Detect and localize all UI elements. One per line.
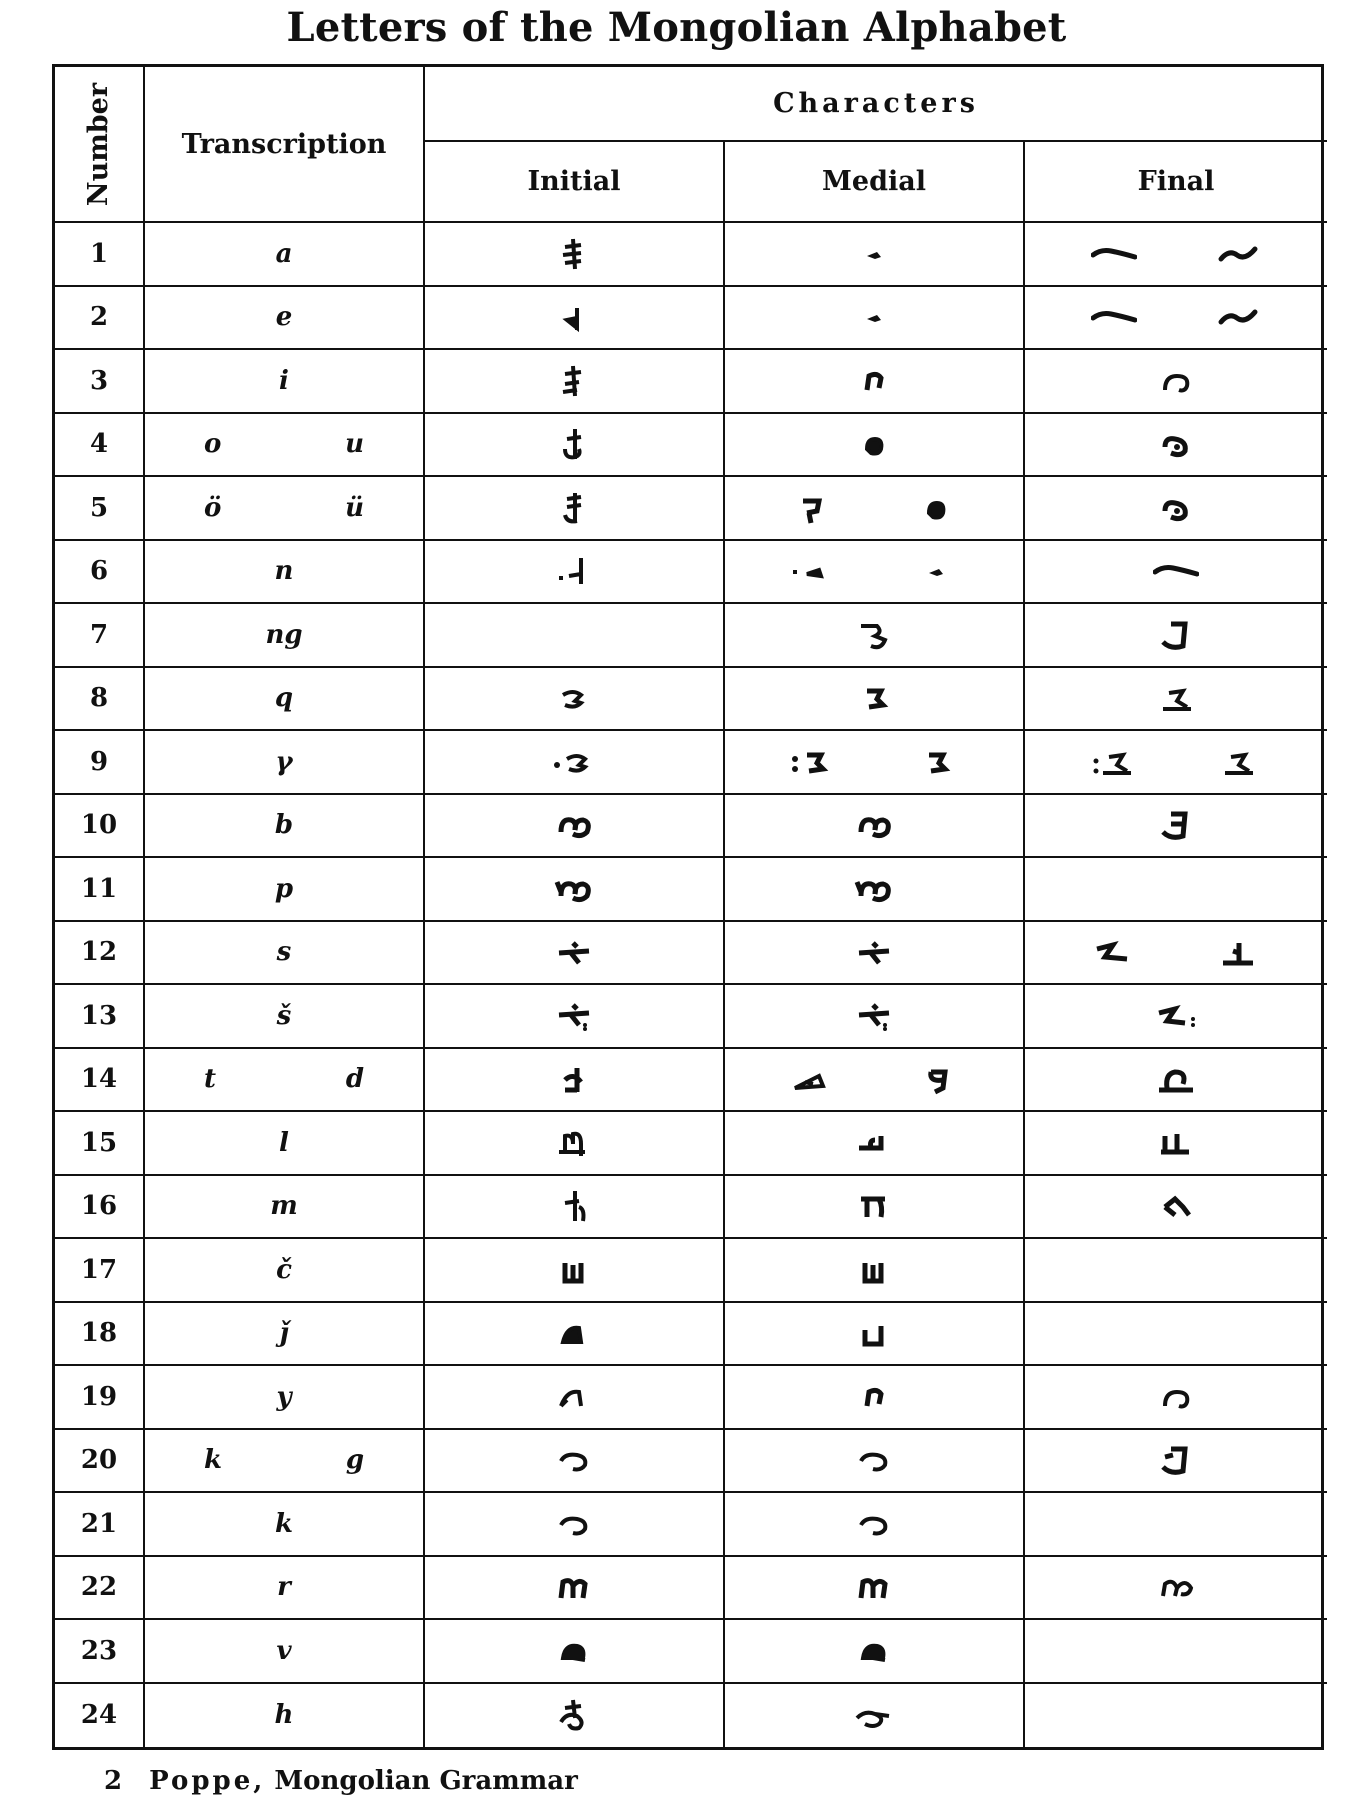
final-form-cell (1025, 922, 1327, 986)
glyph-gh-initial-icon (551, 745, 597, 779)
initial-form-cell (425, 1430, 725, 1494)
initial-form-cell (425, 795, 725, 859)
transcription-letter: ng (265, 619, 303, 650)
glyph-p-icon (551, 872, 597, 906)
final-form-cell (1025, 1557, 1327, 1621)
row-number: 12 (55, 922, 145, 986)
initial-form-cell (425, 1049, 725, 1113)
final-form-cell (1025, 1049, 1327, 1113)
initial-form-cell (425, 1366, 725, 1430)
glyph-m-medial-icon (851, 1189, 897, 1223)
row-number: 22 (55, 1557, 145, 1621)
initial-form-cell (425, 985, 725, 1049)
transcription-cell (145, 1239, 425, 1303)
row-number: 24 (55, 1684, 145, 1748)
transcription-letter: i (279, 365, 289, 396)
initial-form-cell (425, 1176, 725, 1240)
row-number: 3 (55, 350, 145, 414)
final-form-cell (1025, 858, 1327, 922)
initial-form-cell (425, 1557, 725, 1621)
medial-form-cell (725, 1620, 1025, 1684)
final-form-cell (1025, 1493, 1327, 1557)
glyph-hook-icon (851, 1380, 897, 1414)
glyph-q-medial-icon (913, 745, 959, 779)
glyph-b-final-icon (1153, 808, 1199, 842)
transcription-letter: t (204, 1064, 217, 1095)
glyph-o-initial-icon (551, 427, 597, 461)
row-number: 21 (55, 1493, 145, 1557)
glyph-q-medial-icon (851, 681, 897, 715)
transcription-letter: q (274, 683, 294, 714)
transcription-cell (145, 1557, 425, 1621)
glyph-stroke-icon (1091, 237, 1137, 271)
final-form-cell (1025, 604, 1327, 668)
medial-form-cell (725, 1493, 1025, 1557)
glyph-sh-final-icon (1153, 999, 1199, 1033)
glyph-j-initial-icon (551, 1316, 597, 1350)
transcription-cell (145, 477, 425, 541)
glyph-curl-icon (1153, 1380, 1199, 1414)
row-number: 6 (55, 541, 145, 605)
initial-form-cell (425, 731, 725, 795)
glyph-k-icon (551, 1443, 597, 1477)
transcription-cell (145, 1684, 425, 1748)
glyph-loop-icon (851, 427, 897, 461)
glyph-oe-medial-icon (789, 491, 835, 525)
glyph-b-icon (551, 808, 597, 842)
header-number-label: Number (83, 82, 115, 206)
medial-form-cell (725, 1112, 1025, 1176)
glyph-e-initial-icon (551, 300, 597, 334)
transcription-cell (145, 731, 425, 795)
final-form-cell (1025, 414, 1327, 478)
header-characters: Characters (425, 67, 1327, 142)
transcription-cell (145, 858, 425, 922)
glyph-sh-icon (851, 999, 897, 1033)
glyph-s-final2-icon (1215, 935, 1261, 969)
glyph-m-initial-icon (551, 1189, 597, 1223)
transcription-letter: š (276, 1000, 292, 1031)
glyph-k-icon (851, 1443, 897, 1477)
transcription-cell (145, 1049, 425, 1113)
glyph-l-initial-icon (551, 1126, 597, 1160)
row-number: 5 (55, 477, 145, 541)
medial-form-cell (725, 795, 1025, 859)
glyph-r-icon (851, 1570, 897, 1604)
glyph-n-medial-icon (789, 554, 835, 588)
initial-form-cell (425, 223, 725, 287)
final-form-cell (1025, 1303, 1327, 1367)
transcription-letter: k (274, 1508, 293, 1539)
row-number: 13 (55, 985, 145, 1049)
medial-form-cell (725, 1239, 1025, 1303)
header-final: Final (1025, 142, 1327, 223)
glyph-gh-medial-icon (789, 745, 835, 779)
footer-book: Mongolian Grammar (274, 1766, 578, 1796)
final-form-cell (1025, 1112, 1327, 1176)
medial-form-cell (725, 287, 1025, 351)
final-form-cell (1025, 731, 1327, 795)
row-number: 19 (55, 1366, 145, 1430)
final-form-cell (1025, 1176, 1327, 1240)
alphabet-table (52, 64, 1324, 1750)
transcription-letter: l (279, 1127, 289, 1158)
row-number: 23 (55, 1620, 145, 1684)
transcription-cell (145, 1303, 425, 1367)
transcription-letter: v (276, 1635, 292, 1666)
glyph-curl-icon (1153, 364, 1199, 398)
glyph-loop-final-icon (1153, 427, 1199, 461)
glyph-q-final-icon (1153, 681, 1199, 715)
glyph-ch-icon (551, 1253, 597, 1287)
medial-form-cell (725, 1049, 1025, 1113)
glyph-h-initial-icon (551, 1698, 597, 1732)
transcription-letter: r (277, 1572, 291, 1603)
glyph-d-medial-icon (913, 1062, 959, 1096)
glyph-s-icon (551, 935, 597, 969)
final-form-cell (1025, 1620, 1327, 1684)
transcription-letter: s (276, 937, 292, 968)
initial-form-cell (425, 1112, 725, 1176)
transcription-cell (145, 1366, 425, 1430)
initial-form-cell (425, 668, 725, 732)
header-number (55, 67, 145, 223)
transcription-cell (145, 922, 425, 986)
final-form-cell (1025, 795, 1327, 859)
header-initial: Initial (425, 142, 725, 223)
transcription-letter: h (274, 1700, 294, 1731)
row-number: 7 (55, 604, 145, 668)
medial-form-cell (725, 541, 1025, 605)
transcription-cell (145, 1112, 425, 1176)
glyph-v-icon (851, 1634, 897, 1668)
final-form-cell (1025, 985, 1327, 1049)
glyph-q-initial-icon (551, 681, 597, 715)
initial-form-cell (425, 604, 725, 668)
row-number: 15 (55, 1112, 145, 1176)
transcription-cell (145, 604, 425, 668)
medial-form-cell (725, 1684, 1025, 1748)
medial-form-cell (725, 731, 1025, 795)
glyph-sh-icon (551, 999, 597, 1033)
medial-form-cell (725, 477, 1025, 541)
transcription-letter: d (345, 1064, 364, 1095)
transcription-cell (145, 223, 425, 287)
medial-form-cell (725, 1366, 1025, 1430)
row-number: 1 (55, 223, 145, 287)
page-footer (104, 1766, 578, 1796)
final-form-cell (1025, 477, 1327, 541)
glyph-j-medial-icon (851, 1316, 897, 1350)
header-medial: Medial (725, 142, 1025, 223)
transcription-letter: u (345, 429, 364, 460)
medial-form-cell (725, 350, 1025, 414)
final-form-cell (1025, 1366, 1327, 1430)
glyph-g-final-icon (1153, 1443, 1199, 1477)
initial-form-cell (425, 1684, 725, 1748)
medial-form-cell (725, 668, 1025, 732)
glyph-h-medial-icon (851, 1698, 897, 1732)
glyph-hook-icon (851, 364, 897, 398)
medial-form-cell (725, 985, 1025, 1049)
row-number: 11 (55, 858, 145, 922)
transcription-cell (145, 287, 425, 351)
glyph-d-final-icon (1153, 1062, 1199, 1096)
initial-form-cell (425, 858, 725, 922)
glyph-s-final-icon (1091, 935, 1137, 969)
glyph-b-icon (851, 808, 897, 842)
final-form-cell (1025, 668, 1327, 732)
glyph-stroke-icon (1153, 554, 1199, 588)
transcription-letter: n (274, 556, 294, 587)
final-form-cell (1025, 541, 1327, 605)
initial-form-cell (425, 287, 725, 351)
row-number: 14 (55, 1049, 145, 1113)
row-number: 8 (55, 668, 145, 732)
page-title: Letters of the Mongolian Alphabet (286, 4, 1067, 51)
glyph-ng-final-icon (1153, 618, 1199, 652)
page-number: 2 (104, 1766, 123, 1796)
transcription-cell (145, 541, 425, 605)
transcription-letter: e (275, 302, 293, 333)
glyph-t-initial-icon (551, 1062, 597, 1096)
initial-form-cell (425, 1303, 725, 1367)
final-form-cell (1025, 1430, 1327, 1494)
initial-form-cell (425, 1620, 725, 1684)
medial-form-cell (725, 1557, 1025, 1621)
initial-form-cell (425, 477, 725, 541)
glyph-r-final-icon (1153, 1570, 1199, 1604)
medial-form-cell (725, 1176, 1025, 1240)
glyph-l-medial-icon (851, 1126, 897, 1160)
glyph-q-final-icon (1215, 745, 1261, 779)
initial-form-cell (425, 414, 725, 478)
transcription-letter: p (274, 873, 294, 904)
transcription-cell (145, 668, 425, 732)
row-number: 16 (55, 1176, 145, 1240)
medial-form-cell (725, 223, 1025, 287)
transcription-cell (145, 414, 425, 478)
header-transcription: Transcription (145, 67, 425, 223)
glyph-y-icon (551, 1380, 597, 1414)
row-number: 9 (55, 731, 145, 795)
glyph-oe-initial-icon (551, 491, 597, 525)
footer-author: Poppe, (149, 1766, 266, 1796)
row-number: 17 (55, 1239, 145, 1303)
initial-form-cell (425, 350, 725, 414)
transcription-letter: b (274, 810, 294, 841)
medial-form-cell (725, 1303, 1025, 1367)
medial-form-cell (725, 922, 1025, 986)
glyph-n-initial-icon (551, 554, 597, 588)
transcription-letter: ü (345, 492, 364, 523)
glyph-gh-final-icon (1091, 745, 1137, 779)
glyph-i-initial-icon (551, 364, 597, 398)
initial-form-cell (425, 1493, 725, 1557)
row-number: 4 (55, 414, 145, 478)
glyph-m-final-icon (1153, 1189, 1199, 1223)
glyph-l-final-icon (1153, 1126, 1199, 1160)
transcription-letter: γ (275, 746, 293, 777)
transcription-cell (145, 1620, 425, 1684)
glyph-t-medial-icon (789, 1062, 835, 1096)
glyph-a-initial-icon (551, 237, 597, 271)
glyph-ch-icon (851, 1253, 897, 1287)
glyph-stroke-icon (1091, 300, 1137, 334)
transcription-cell (145, 795, 425, 859)
final-form-cell (1025, 223, 1327, 287)
row-number: 18 (55, 1303, 145, 1367)
final-form-cell (1025, 1684, 1327, 1748)
row-number: 10 (55, 795, 145, 859)
glyph-v-icon (551, 1634, 597, 1668)
glyph-tail-icon (1215, 300, 1261, 334)
glyph-loop-final-icon (1153, 491, 1199, 525)
transcription-letter: o (204, 429, 222, 460)
initial-form-cell (425, 922, 725, 986)
glyph-p-icon (851, 872, 897, 906)
transcription-letter: a (275, 238, 293, 269)
medial-form-cell (725, 1430, 1025, 1494)
transcription-letter: k (204, 1445, 223, 1476)
medial-form-cell (725, 604, 1025, 668)
medial-form-cell (725, 414, 1025, 478)
transcription-cell (145, 1176, 425, 1240)
medial-form-cell (725, 858, 1025, 922)
glyph-ng-medial-icon (851, 618, 897, 652)
transcription-cell (145, 350, 425, 414)
glyph-dot-icon (851, 237, 897, 271)
transcription-letter: ǰ (279, 1318, 289, 1349)
glyph-dot-icon (851, 300, 897, 334)
glyph-tail-icon (1215, 237, 1261, 271)
row-number: 2 (55, 287, 145, 351)
initial-form-cell (425, 541, 725, 605)
transcription-letter: g (345, 1445, 364, 1476)
glyph-s-icon (851, 935, 897, 969)
initial-form-cell (425, 1239, 725, 1303)
transcription-letter: m (270, 1191, 298, 1222)
transcription-cell (145, 985, 425, 1049)
final-form-cell (1025, 350, 1327, 414)
transcription-cell (145, 1430, 425, 1494)
glyph-r-icon (551, 1570, 597, 1604)
glyph-k-icon (851, 1507, 897, 1541)
final-form-cell (1025, 1239, 1327, 1303)
glyph-dot-icon (913, 554, 959, 588)
transcription-letter: ö (204, 492, 222, 523)
transcription-cell (145, 1493, 425, 1557)
transcription-letter: č (276, 1254, 292, 1285)
final-form-cell (1025, 287, 1327, 351)
transcription-letter: y (276, 1381, 292, 1412)
row-number: 20 (55, 1430, 145, 1494)
glyph-loop-icon (913, 491, 959, 525)
glyph-k-icon (551, 1507, 597, 1541)
